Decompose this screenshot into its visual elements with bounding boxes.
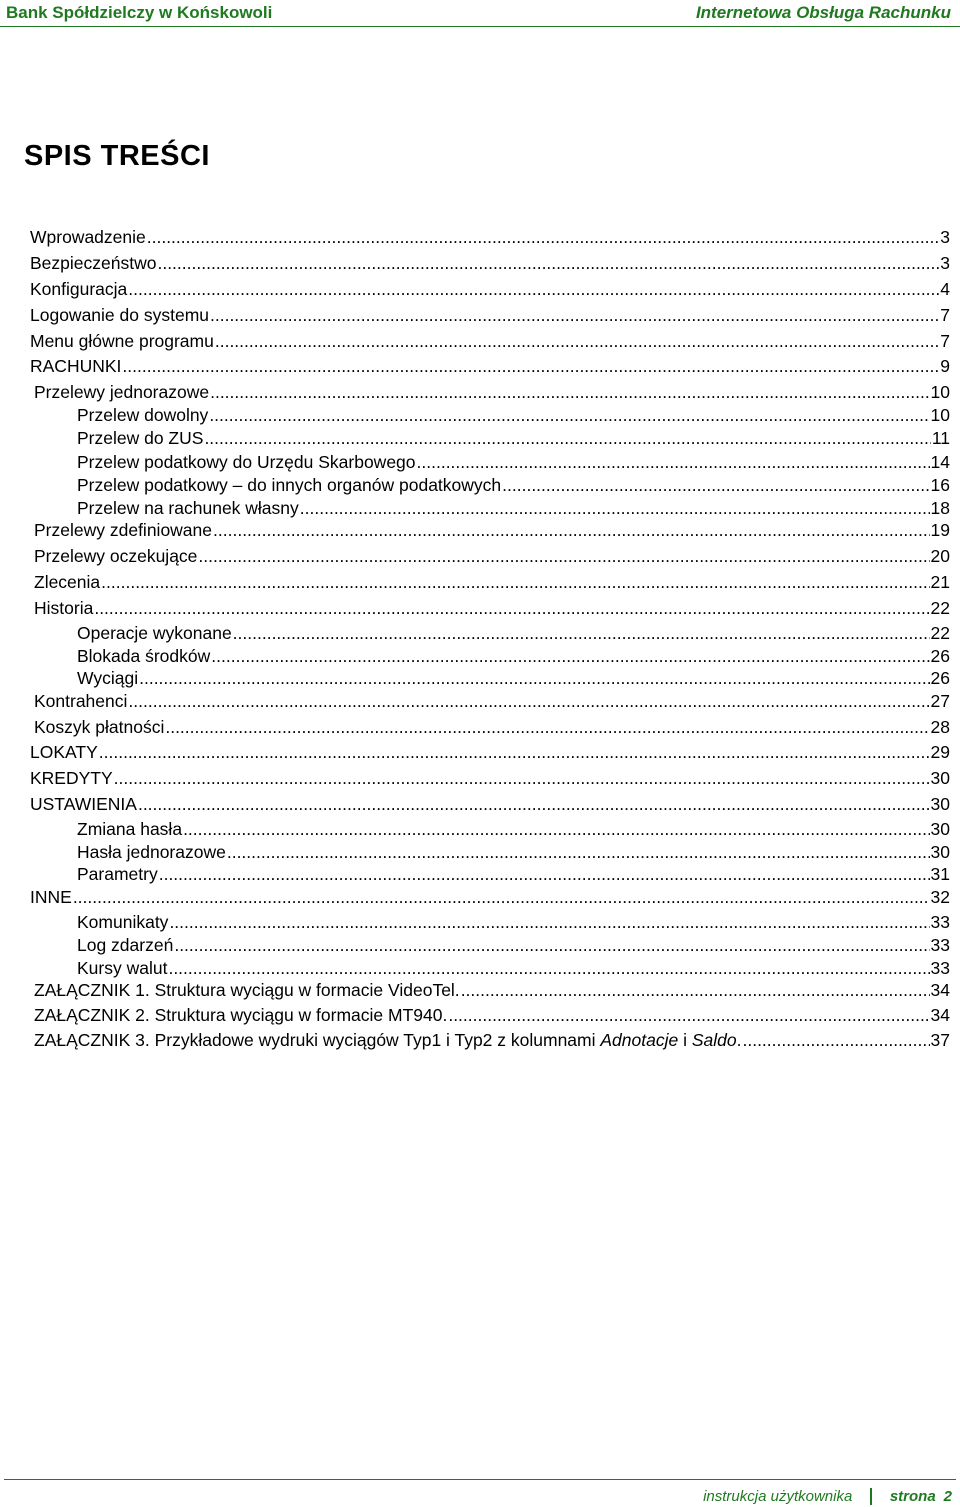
toc-entry[interactable]: Przelew dowolny ..... 10 [77, 404, 950, 426]
toc-entry[interactable]: Przelew na rachunek własny ..... 18 [77, 497, 950, 519]
toc-entry[interactable]: USTAWIENIA ..... 30 [30, 793, 950, 815]
page-footer [703, 1488, 952, 1505]
toc-entry[interactable]: LOKATY ..... 29 [30, 741, 950, 763]
toc-entry[interactable]: Zlecenia ..... 21 [34, 571, 950, 593]
document-subject: Internetowa Obsługa Rachunku [695, 3, 951, 22]
toc-entry[interactable]: Przelewy oczekujące ..... 20 [34, 545, 950, 567]
toc-entry[interactable]: KREDYTY ..... 30 [30, 767, 950, 789]
footer-page-number: 2 [943, 1488, 952, 1505]
toc-entry[interactable]: Kursy walut ..... 33 [77, 957, 950, 979]
toc-entry[interactable]: Komunikaty ..... 33 [77, 911, 950, 933]
page-header [0, 0, 960, 27]
page-title: SPIS TREŚCI [24, 140, 210, 172]
toc-entry[interactable]: ZAŁĄCZNIK 2. Struktura wyciągu w formacie MT940. ..... 34 [34, 1004, 950, 1026]
bank-name: Bank Spółdzielczy w Końskowoli [6, 3, 273, 22]
toc-entry[interactable]: INNE ..... 32 [30, 886, 950, 908]
toc-entry[interactable]: Przelew podatkowy do Urzędu Skarbowego ..... 14 [77, 451, 950, 473]
toc-entry[interactable]: Parametry ..... 31 [77, 863, 950, 885]
toc-entry[interactable]: Bezpieczeństwo ..... 3 [30, 252, 950, 274]
toc-entry[interactable]: Blokada środków ..... 26 [77, 645, 950, 667]
footer-page-label: strona [889, 1488, 936, 1505]
toc-entry[interactable]: Log zdarzeń ..... 33 [77, 934, 950, 956]
toc-entry[interactable]: Przelew podatkowy – do innych organów podatkowych ..... 16 [77, 474, 950, 496]
toc-entry[interactable]: Wprowadzenie ..... 3 [30, 226, 950, 248]
toc-entry[interactable]: Konfiguracja ..... 4 [30, 278, 950, 300]
toc-entry[interactable]: Przelewy zdefiniowane ..... 19 [34, 519, 950, 541]
footer-separator [870, 1488, 872, 1505]
toc-entry[interactable]: ZAŁĄCZNIK 3. Przykładowe wydruki wyciągów Typ1 i Typ2 z kolumnami Adnotacje i Saldo. ..... 37 [34, 1029, 950, 1051]
toc-entry[interactable]: Zmiana hasła ..... 30 [77, 818, 950, 840]
toc-entry[interactable]: Przelewy jednorazowe ..... 10 [34, 381, 950, 403]
toc-entry[interactable]: Logowanie do systemu ..... 7 [30, 304, 950, 326]
toc-entry[interactable]: Hasła jednorazowe ..... 30 [77, 841, 950, 863]
toc-entry[interactable]: Wyciągi ..... 26 [77, 667, 950, 689]
footer-divider [4, 1479, 956, 1480]
toc-entry[interactable]: Kontrahenci ..... 27 [34, 690, 950, 712]
toc-entry[interactable]: Koszyk płatności ..... 28 [34, 716, 950, 738]
toc-entry[interactable]: RACHUNKI ..... 9 [30, 355, 950, 377]
footer-label: instrukcja użytkownika [703, 1488, 853, 1505]
toc-entry[interactable]: Historia ..... 22 [34, 597, 950, 619]
toc-entry[interactable]: Operacje wykonane ..... 22 [77, 622, 950, 644]
toc-entry[interactable]: ZAŁĄCZNIK 1. Struktura wyciągu w formacie VideoTel. ..... 34 [34, 979, 950, 1001]
toc-entry[interactable]: Przelew do ZUS ..... 11 [77, 427, 950, 449]
toc-entry[interactable]: Menu główne programu ..... 7 [30, 330, 950, 352]
